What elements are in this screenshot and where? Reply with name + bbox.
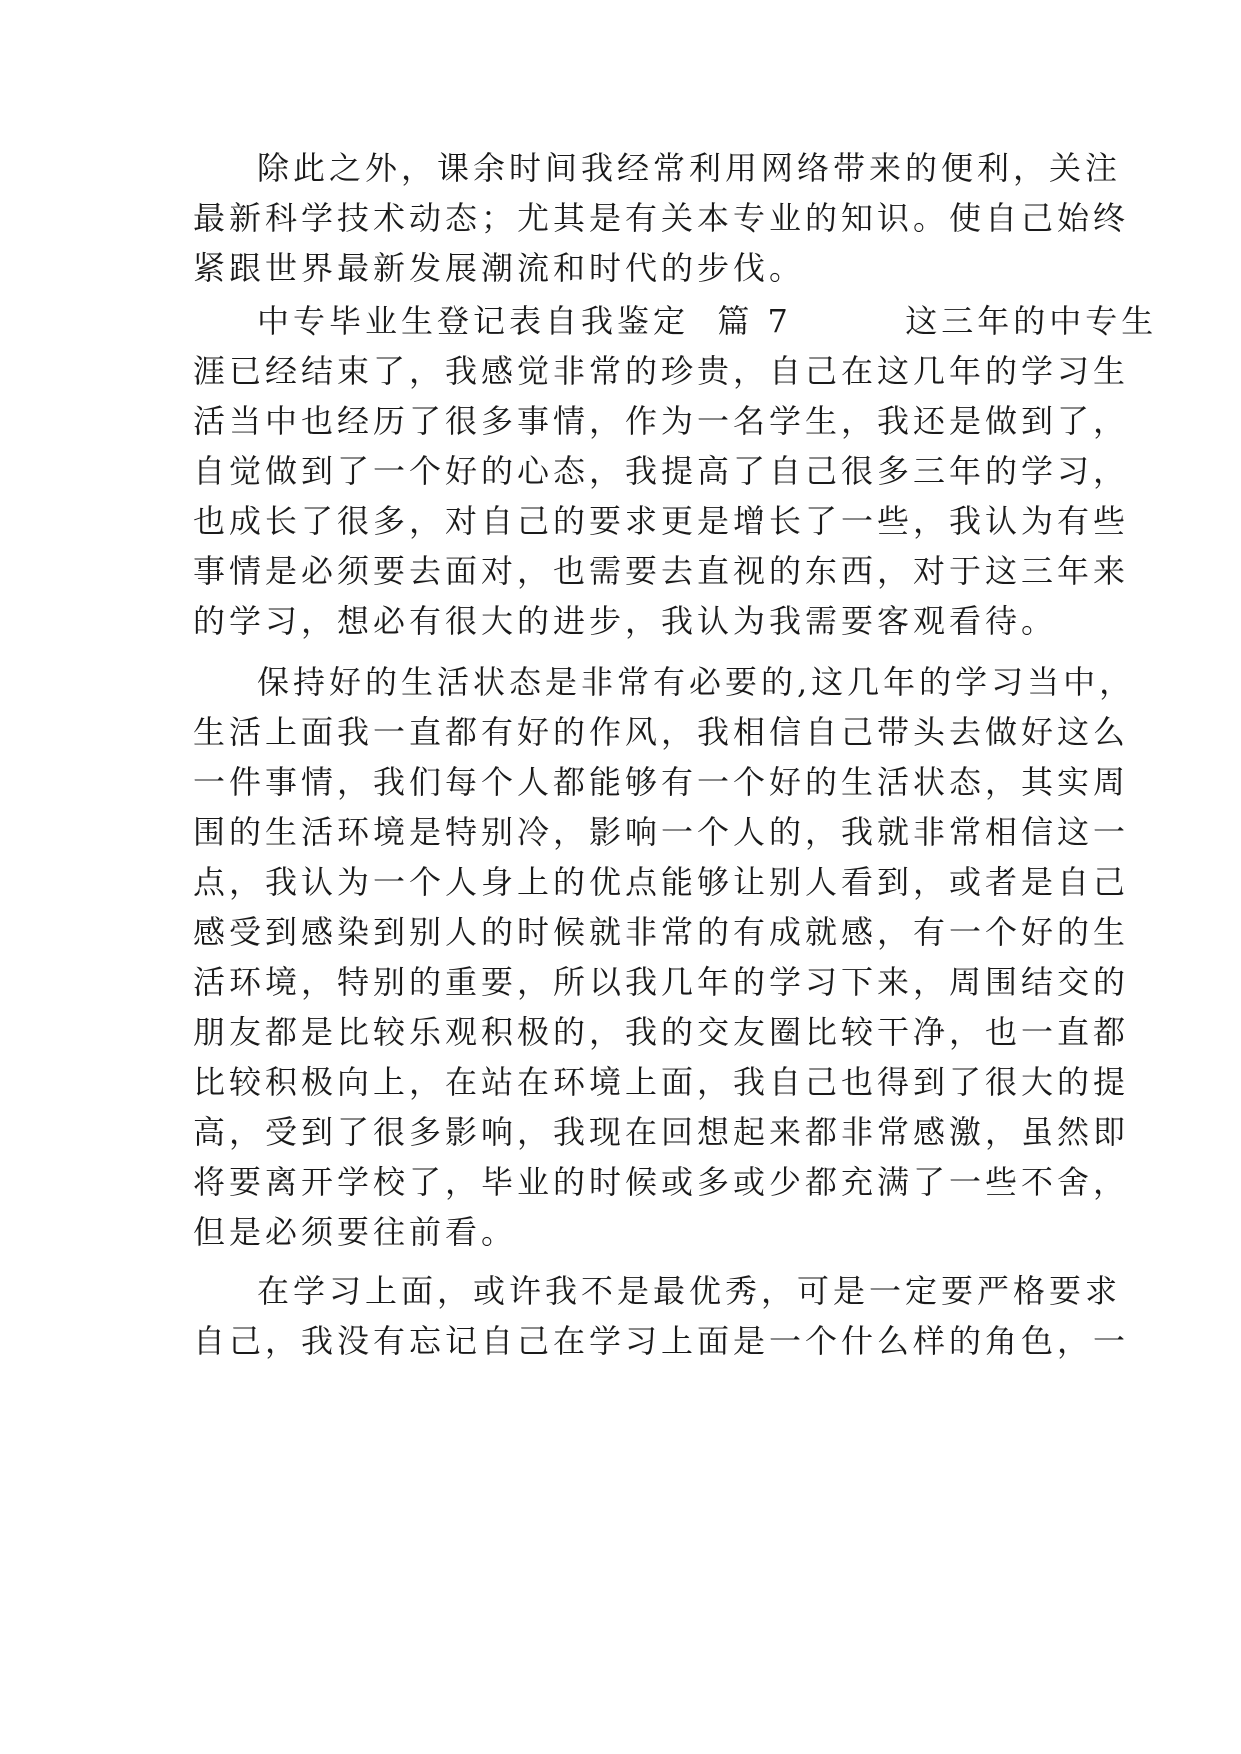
text-line: 但是必须要往前看。 bbox=[193, 1213, 518, 1251]
text-line: 围的生活环境是特别冷，影响一个人的，我就非常相信这一 bbox=[193, 813, 1130, 851]
text-line: 比较积极向上，在站在环境上面，我自己也得到了很大的提 bbox=[193, 1063, 1130, 1101]
paragraph-1 bbox=[193, 143, 1130, 293]
text-line: 活环境，特别的重要，所以我几年的学习下来，周围结交的 bbox=[193, 963, 1130, 1001]
text-line: 一件事情，我们每个人都能够有一个好的生活状态，其实周 bbox=[193, 763, 1130, 801]
paragraph-2 bbox=[193, 296, 1158, 646]
text-line: 保持好的生活状态是非常有必要的,这几年的学习当中， bbox=[257, 663, 1136, 701]
text-line: 感受到感染到别人的时候就非常的有成就感，有一个好的生 bbox=[193, 913, 1130, 951]
text-line: 生活上面我一直都有好的作风，我相信自己带头去做好这么 bbox=[193, 713, 1130, 751]
text-line: 紧跟世界最新发展潮流和时代的步伐。 bbox=[193, 249, 806, 287]
text-line: 自觉做到了一个好的心态，我提高了自己很多三年的学习， bbox=[193, 452, 1130, 490]
paragraph-4 bbox=[193, 1266, 1130, 1366]
text-line: 点，我认为一个人身上的优点能够让别人看到，或者是自己 bbox=[193, 863, 1130, 901]
text-line: 朋友都是比较乐观积极的，我的交友圈比较干净，也一直都 bbox=[193, 1013, 1130, 1051]
text-line: 涯已经结束了，我感觉非常的珍贵，自己在这几年的学习生 bbox=[193, 352, 1130, 390]
text-line: 将要离开学校了，毕业的时候或多或少都充满了一些不舍， bbox=[193, 1163, 1130, 1201]
text-line: 最新科学技术动态；尤其是有关本专业的知识。使自己始终 bbox=[193, 199, 1130, 237]
text-line: 自己，我没有忘记自己在学习上面是一个什么样的角色，一 bbox=[193, 1322, 1130, 1360]
text-line: 中专毕业生登记表自我鉴定 篇 7 这三年的中专生 bbox=[257, 302, 1158, 340]
paragraph-3 bbox=[193, 657, 1136, 1257]
text-line: 事情是必须要去面对，也需要去直视的东西，对于这三年来 bbox=[193, 552, 1130, 590]
text-line: 活当中也经历了很多事情，作为一名学生，我还是做到了， bbox=[193, 402, 1130, 440]
text-line: 也成长了很多，对自己的要求更是增长了一些，我认为有些 bbox=[193, 502, 1130, 540]
text-line: 除此之外，课余时间我经常利用网络带来的便利，关注 bbox=[257, 149, 1122, 187]
text-line: 的学习，想必有很大的进步，我认为我需要客观看待。 bbox=[193, 602, 1058, 640]
text-line: 在学习上面，或许我不是最优秀，可是一定要严格要求 bbox=[257, 1272, 1122, 1310]
text-line: 高，受到了很多影响，我现在回想起来都非常感激，虽然即 bbox=[193, 1113, 1130, 1151]
